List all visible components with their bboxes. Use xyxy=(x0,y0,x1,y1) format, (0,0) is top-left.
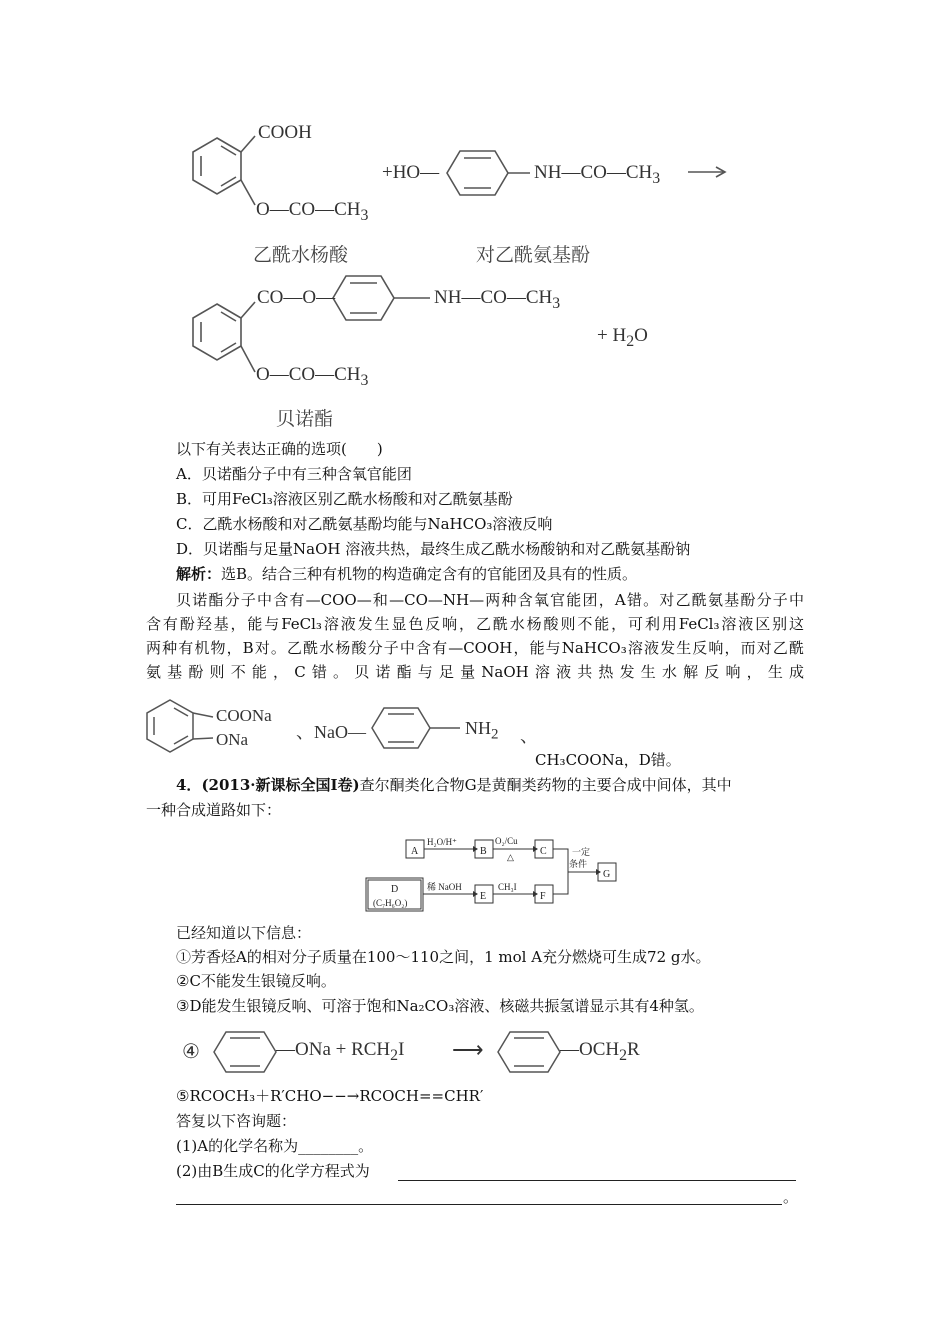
option-b: B．可用FeCl₃溶液区别乙酰水杨酸和对乙酰氨基酚 xyxy=(176,490,513,508)
och-text: —OCH xyxy=(560,1039,620,1060)
ester-linkage: CO—O— xyxy=(257,287,336,308)
node-e: E xyxy=(480,891,487,902)
info-3: ③D能发生银镜反响、可溶于饱和Na₂CO₃溶液、核磁共振氢谱显示其有4种氢。 xyxy=(176,997,704,1015)
node-g: G xyxy=(603,869,611,880)
amide-text: NH—CO—CH xyxy=(534,162,653,183)
node-b: B xyxy=(480,846,487,857)
info-4-product xyxy=(560,1039,640,1065)
end-mark: 。 xyxy=(783,1188,799,1206)
coona-group: COONa xyxy=(216,706,272,725)
q4-number: 4． xyxy=(176,776,202,794)
nh2-text: NH xyxy=(465,718,491,738)
separator-nao: 、NaO— xyxy=(296,722,366,742)
info-1: ①芳香烃A的相对分子质量在100～110之间，1 mol A充分燃烧可生成72 g水。 xyxy=(176,948,711,966)
amide-group xyxy=(534,162,660,188)
r-text: R xyxy=(627,1039,640,1060)
question-stem: 以下有关表达正确的选项( ) xyxy=(176,440,383,458)
ona-group: ONa xyxy=(216,730,249,749)
subscript: 2 xyxy=(491,726,499,743)
water-product xyxy=(597,325,648,351)
info-5: ⑤RCOCH₃＋R′CHO−−→RCOCH==CHR′ xyxy=(176,1087,484,1105)
analysis-line-1: 贝诺酯分子中含有—COO—和—CO—NH—两种含氧官能团，A错。对乙酰氨基酚分子中 xyxy=(176,591,804,609)
option-d: D．贝诺酯与足量NaOH 溶液共热，最终生成乙酰水杨酸钠和对乙酰氨基酚钠 xyxy=(176,540,691,558)
subscript: 2 xyxy=(390,1046,399,1064)
info-head: 已经知道以下信息： xyxy=(176,924,312,942)
info-4-arrow: ⟶ xyxy=(452,1037,484,1062)
answer-blank-1[interactable] xyxy=(398,1179,796,1181)
reagent-ch3i: CH₃I xyxy=(498,882,517,892)
option-a: A．贝诺酯分子中有三种含氧官能团 xyxy=(176,465,412,483)
analysis-head xyxy=(176,563,637,585)
sub-question-2: (2)由B生成C的化学方程式为 xyxy=(176,1162,370,1180)
plus-ho-group: +HO— xyxy=(382,162,440,183)
subscript: 3 xyxy=(652,169,661,187)
sub-question-1: (1)A的化学名称为________。 xyxy=(176,1137,374,1155)
water-h: + H xyxy=(597,325,627,346)
subscript: 2 xyxy=(619,1046,628,1064)
acetoxy-group-product xyxy=(256,364,368,390)
analysis-head-text: 选B。结合三种有机物的构造确定含有的官能团及具有的性质。 xyxy=(221,565,638,583)
condition-2: 条件 xyxy=(569,859,588,869)
subscript: 3 xyxy=(360,371,369,389)
name-acetaminophen: 对乙酰氨基酚 xyxy=(476,244,591,266)
option-c: C．乙酰水杨酸和对乙酰氨基酚均能与NaHCO₃溶液反响 xyxy=(176,515,553,533)
q4-source: (2013·新课标全国Ⅰ卷) xyxy=(201,776,360,794)
reagent-h2o: H₂O/H⁺ xyxy=(427,837,457,847)
q4-text-1: 查尔酮类化合物G是黄酮类药物的主要合成中间体，其中 xyxy=(359,776,732,794)
subscript: 3 xyxy=(360,206,369,224)
water-o: O xyxy=(634,325,648,346)
iodide-text: I xyxy=(398,1039,405,1060)
cooh-group: COOH xyxy=(258,122,312,143)
analysis-line-3: 两种有机物，B对。乙酰水杨酸分子中含有—COOH，能与NaHCO₃溶液发生反响，而对乙酰 xyxy=(146,639,804,657)
nh2-group xyxy=(465,718,499,744)
info-4-reactants xyxy=(276,1039,404,1065)
analysis-line-2: 含有酚羟基，能与FeCl₃溶液发生显色反响，乙酰水杨酸则不能，可利用FeCl₃溶液区别这 xyxy=(146,615,804,633)
info-2: ②C不能发生银镜反响。 xyxy=(176,972,336,990)
acetoxy-group xyxy=(256,199,368,225)
acetoxy-text: O—CO—CH xyxy=(256,199,361,220)
analysis-tail: CH₃COONa，D错。 xyxy=(535,751,681,769)
reagent-heat: △ xyxy=(507,852,514,862)
amide-text: NH—CO—CH xyxy=(434,287,553,308)
q4-line-2: 一种合成道路如下： xyxy=(146,801,282,819)
answer-head: 答复以下咨询题： xyxy=(176,1112,297,1130)
name-benorilate: 贝诺酯 xyxy=(276,408,334,430)
amide-group-product xyxy=(434,287,560,313)
acetoxy-text: O—CO—CH xyxy=(256,364,361,385)
node-c: C xyxy=(540,846,547,857)
analysis-line-4: 氨基酚则不能，C错。贝诺酯与足量NaOH溶液共热发生水解反响，生成 xyxy=(146,663,804,681)
synthesis-route-diagram xyxy=(360,830,630,915)
condition-1: 一定 xyxy=(572,847,591,857)
separator-2: 、 xyxy=(520,726,538,746)
q4-line-1 xyxy=(176,774,732,796)
subscript: 3 xyxy=(552,294,561,312)
reaction-scheme xyxy=(0,0,950,440)
node-d-formula: (C₇H₆O₂) xyxy=(373,898,408,908)
info-4-number: ④ xyxy=(182,1041,200,1063)
reagent-naoh: 稀 NaOH xyxy=(427,882,462,892)
ona-text: —ONa + RCH xyxy=(276,1039,391,1060)
analysis-label: 解析： xyxy=(176,565,222,583)
node-a: A xyxy=(411,846,419,857)
answer-blank-2[interactable] xyxy=(176,1203,782,1205)
name-acetylsalicylic-acid: 乙酰水杨酸 xyxy=(253,244,349,266)
node-d: D xyxy=(391,884,399,895)
subscript: 2 xyxy=(626,332,635,350)
reagent-o2cu: O₂/Cu xyxy=(495,836,518,846)
node-f: F xyxy=(540,891,546,902)
